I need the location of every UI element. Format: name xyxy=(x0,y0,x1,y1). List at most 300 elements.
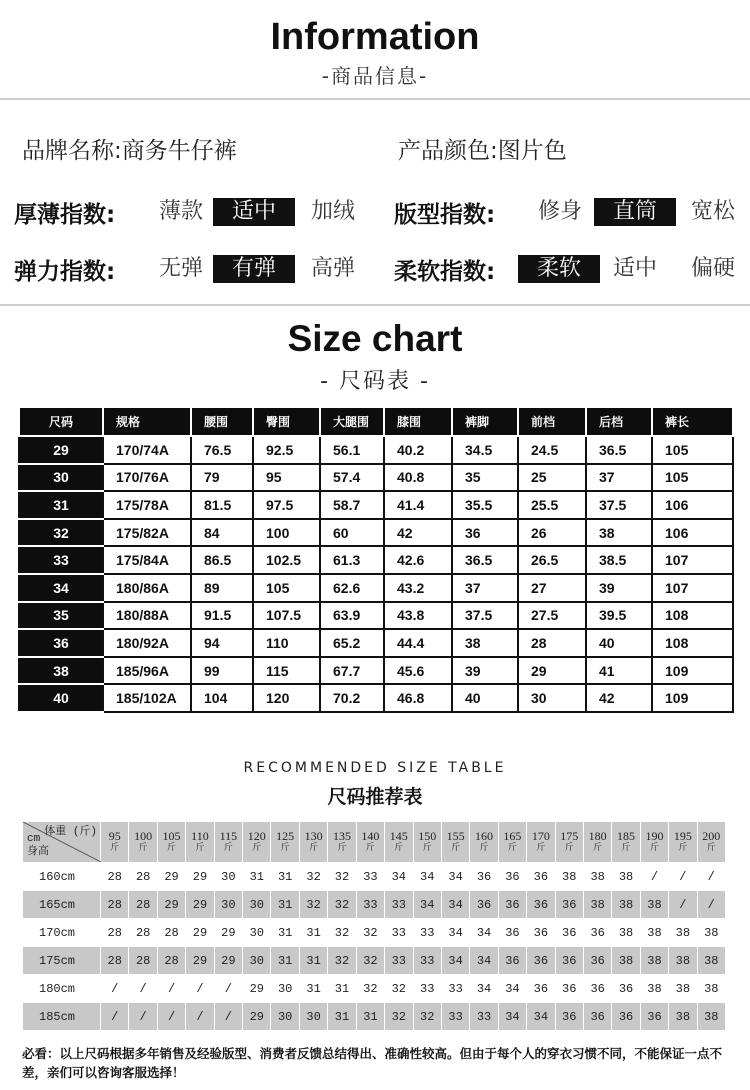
size-label-cell: 38 xyxy=(19,657,103,685)
recommended-size-cell: 36 xyxy=(612,1003,640,1031)
index-option: 修身 xyxy=(537,199,582,224)
product-color: 产品颜色:图片色 xyxy=(398,138,567,164)
index-option: 宽松 xyxy=(690,199,735,224)
index-option: 适中 xyxy=(612,256,657,281)
size-value-cell: 100 xyxy=(253,519,320,547)
recommended-size-cell: / xyxy=(669,891,697,919)
size-value-cell: 37.5 xyxy=(452,602,518,630)
recommended-size-cell: 29 xyxy=(186,891,214,919)
recommended-size-cell: 30 xyxy=(299,1003,327,1031)
recommended-size-cell: 28 xyxy=(129,947,157,975)
index-label: 弹力指数: xyxy=(14,259,116,285)
size-value-cell: 41 xyxy=(586,657,652,685)
weight-header-cell: 100 斤 xyxy=(129,822,157,863)
recommended-size-cell: 33 xyxy=(441,975,469,1003)
size-value-cell: 35 xyxy=(452,464,518,492)
weight-header-cell: 185 斤 xyxy=(612,822,640,863)
weight-header-cell: 180 斤 xyxy=(583,822,611,863)
size-value-cell: 108 xyxy=(652,629,733,657)
size-value-cell: 81.5 xyxy=(191,491,253,519)
recommended-size-cell: 29 xyxy=(243,1003,271,1031)
size-value-cell: 34.5 xyxy=(452,436,518,464)
recommended-size-cell: 31 xyxy=(271,947,299,975)
size-label-cell: 30 xyxy=(19,464,103,492)
recommended-size-cell: 38 xyxy=(640,947,668,975)
size-label-cell: 36 xyxy=(19,629,103,657)
recommended-size-cell: 38 xyxy=(612,863,640,891)
size-value-cell: 109 xyxy=(652,657,733,685)
size-value-cell: 106 xyxy=(652,519,733,547)
recommended-size-cell: 36 xyxy=(555,1003,583,1031)
size-value-cell: 40.2 xyxy=(384,436,452,464)
size-chart-table xyxy=(18,408,734,713)
size-value-cell: 105 xyxy=(253,574,320,602)
recommended-size-cell: 30 xyxy=(271,975,299,1003)
recommended-size-cell: 36 xyxy=(527,891,555,919)
recommended-size-cell: 30 xyxy=(243,919,271,947)
recommended-size-cell: 34 xyxy=(470,919,498,947)
recommended-size-cell: 34 xyxy=(441,919,469,947)
recommended-size-cell: 38 xyxy=(612,919,640,947)
weight-header-cell: 125 斤 xyxy=(271,822,299,863)
size-value-cell: 99 xyxy=(191,657,253,685)
recommended-size-cell: 36 xyxy=(498,947,526,975)
size-value-cell: 170/76A xyxy=(103,464,191,492)
size-value-cell: 41.4 xyxy=(384,491,452,519)
size-value-cell: 39 xyxy=(586,574,652,602)
info-top-divider xyxy=(0,98,750,100)
recommended-size-cell: 36 xyxy=(612,975,640,1003)
height-cell: 170cm xyxy=(23,919,101,947)
size-value-cell: 30 xyxy=(518,684,586,712)
table-row xyxy=(19,491,733,519)
recommended-size-cell: 38 xyxy=(612,891,640,919)
size-value-cell: 107 xyxy=(652,574,733,602)
size-value-cell: 110 xyxy=(253,629,320,657)
size-value-cell: 180/92A xyxy=(103,629,191,657)
table-row xyxy=(19,684,733,712)
size-value-cell: 120 xyxy=(253,684,320,712)
recommended-size-cell: 28 xyxy=(129,919,157,947)
recommended-size-cell: 38 xyxy=(612,947,640,975)
weight-header-cell: 115 斤 xyxy=(214,822,242,863)
weight-header-cell: 140 斤 xyxy=(356,822,384,863)
recommended-size-cell: 31 xyxy=(243,863,271,891)
recommended-size-cell: 31 xyxy=(271,891,299,919)
recommended-size-cell: 36 xyxy=(498,891,526,919)
weight-header-cell: 145 斤 xyxy=(385,822,413,863)
size-value-cell: 65.2 xyxy=(320,629,384,657)
recommended-size-cell: 31 xyxy=(299,947,327,975)
size-label-cell: 32 xyxy=(19,519,103,547)
recommended-size-cell: 36 xyxy=(498,919,526,947)
info-bottom-divider xyxy=(0,304,750,306)
recommended-size-cell: 29 xyxy=(157,891,185,919)
table-row xyxy=(19,574,733,602)
recommended-size-cell: 38 xyxy=(640,975,668,1003)
recommended-size-cell: 36 xyxy=(555,947,583,975)
index-option-selected: 有弹 xyxy=(213,255,295,283)
recommended-size-cell: 28 xyxy=(101,919,129,947)
recommended-size-cell: 32 xyxy=(328,863,356,891)
height-cell: 180cm xyxy=(23,975,101,1003)
recommended-size-cell: 29 xyxy=(243,975,271,1003)
height-cell: 160cm xyxy=(23,863,101,891)
recommended-size-cell: 36 xyxy=(555,919,583,947)
recommended-size-cell: 34 xyxy=(470,975,498,1003)
size-value-cell: 43.8 xyxy=(384,602,452,630)
recommended-size-cell: 34 xyxy=(441,947,469,975)
size-value-cell: 24.5 xyxy=(518,436,586,464)
size-value-cell: 36.5 xyxy=(586,436,652,464)
recommended-size-cell: / xyxy=(157,1003,185,1031)
recommended-size-cell: 34 xyxy=(441,863,469,891)
weight-header-cell: 165 斤 xyxy=(498,822,526,863)
recommended-size-cell: 33 xyxy=(385,891,413,919)
size-value-cell: 170/74A xyxy=(103,436,191,464)
size-value-cell: 45.6 xyxy=(384,657,452,685)
recommended-size-cell: 36 xyxy=(640,1003,668,1031)
table-row xyxy=(23,975,726,1003)
recommended-size-cell: 34 xyxy=(385,863,413,891)
size-value-cell: 175/84A xyxy=(103,546,191,574)
size-value-cell: 61.3 xyxy=(320,546,384,574)
recommended-size-cell: 29 xyxy=(186,863,214,891)
table-row xyxy=(19,546,733,574)
index-option: 薄款 xyxy=(158,199,203,224)
recommended-size-cell: 28 xyxy=(101,891,129,919)
recommended-size-cell: 32 xyxy=(385,975,413,1003)
size-value-cell: 25.5 xyxy=(518,491,586,519)
weight-header-cell: 200 斤 xyxy=(697,822,725,863)
size-value-cell: 180/88A xyxy=(103,602,191,630)
recommended-size-cell: 38 xyxy=(583,891,611,919)
size-value-cell: 89 xyxy=(191,574,253,602)
size-value-cell: 36.5 xyxy=(452,546,518,574)
recommended-size-cell: 32 xyxy=(299,863,327,891)
recommended-size-cell: 32 xyxy=(356,975,384,1003)
recommended-size-cell: 32 xyxy=(385,1003,413,1031)
size-value-cell: 63.9 xyxy=(320,602,384,630)
size-value-cell: 107.5 xyxy=(253,602,320,630)
table-row xyxy=(23,891,726,919)
size-chart-header: 腰围 xyxy=(191,408,253,436)
size-value-cell: 92.5 xyxy=(253,436,320,464)
weight-header-cell: 170 斤 xyxy=(527,822,555,863)
recommended-size-cell: 36 xyxy=(527,947,555,975)
recommended-size-cell: 36 xyxy=(527,863,555,891)
recommended-size-cell: 38 xyxy=(583,863,611,891)
recommended-size-cell: 28 xyxy=(129,863,157,891)
table-row xyxy=(23,1003,726,1031)
index-option: 高弹 xyxy=(310,256,355,281)
recommended-size-cell: 34 xyxy=(441,891,469,919)
recommended-size-cell: 36 xyxy=(498,863,526,891)
recommended-size-cell: 34 xyxy=(498,1003,526,1031)
weight-axis-label: 体重 (斤) xyxy=(44,826,98,838)
recommended-size-cell: 33 xyxy=(385,919,413,947)
size-value-cell: 102.5 xyxy=(253,546,320,574)
size-value-cell: 28 xyxy=(518,629,586,657)
size-value-cell: 106 xyxy=(652,491,733,519)
index-option-selected: 柔软 xyxy=(518,255,600,283)
weight-header-cell: 195 斤 xyxy=(669,822,697,863)
brand-name: 品牌名称:商务牛仔裤 xyxy=(22,138,237,164)
size-value-cell: 42.6 xyxy=(384,546,452,574)
recommended-size-cell: / xyxy=(186,1003,214,1031)
recommended-size-table xyxy=(22,821,726,1031)
recommended-size-cell: 34 xyxy=(413,863,441,891)
recommended-size-cell: 38 xyxy=(669,919,697,947)
recommended-size-cell: 36 xyxy=(583,1003,611,1031)
size-value-cell: 56.1 xyxy=(320,436,384,464)
size-value-cell: 37 xyxy=(586,464,652,492)
index-option: 偏硬 xyxy=(690,256,735,281)
information-title: Information xyxy=(270,16,480,58)
size-chart-subtitle: - 尺码表 - xyxy=(320,369,430,394)
size-value-cell: 70.2 xyxy=(320,684,384,712)
size-value-cell: 60 xyxy=(320,519,384,547)
recommended-size-cell: 31 xyxy=(299,919,327,947)
size-value-cell: 37.5 xyxy=(586,491,652,519)
recommended-size-cell: 31 xyxy=(328,975,356,1003)
recommended-size-cell: 36 xyxy=(583,947,611,975)
weight-header-cell: 150 斤 xyxy=(413,822,441,863)
weight-header-cell: 120 斤 xyxy=(243,822,271,863)
table-row xyxy=(19,519,733,547)
recommended-size-cell: 34 xyxy=(498,975,526,1003)
size-chart-header: 臀围 xyxy=(253,408,320,436)
recommended-size-cell: 36 xyxy=(470,891,498,919)
size-value-cell: 25 xyxy=(518,464,586,492)
size-value-cell: 40 xyxy=(586,629,652,657)
recommended-size-cell: 32 xyxy=(356,919,384,947)
recommended-size-cell: 33 xyxy=(470,1003,498,1031)
table-row xyxy=(19,464,733,492)
recommended-title: RECOMMENDED SIZE TABLE xyxy=(243,760,507,776)
size-value-cell: 107 xyxy=(652,546,733,574)
recommended-size-cell: 28 xyxy=(157,947,185,975)
table-row xyxy=(19,629,733,657)
recommended-size-cell: 32 xyxy=(328,919,356,947)
size-value-cell: 37 xyxy=(452,574,518,602)
recommended-size-cell: 33 xyxy=(385,947,413,975)
weight-header-cell: 175 斤 xyxy=(555,822,583,863)
recommended-size-cell: 31 xyxy=(271,919,299,947)
size-value-cell: 44.4 xyxy=(384,629,452,657)
recommended-size-cell: / xyxy=(157,975,185,1003)
recommended-size-cell: 31 xyxy=(328,1003,356,1031)
recommended-size-cell: 29 xyxy=(214,919,242,947)
weight-header-cell: 110 斤 xyxy=(186,822,214,863)
size-chart-header: 尺码 xyxy=(19,408,103,436)
recommended-size-cell: / xyxy=(697,891,725,919)
recommended-size-cell: 36 xyxy=(470,863,498,891)
recommended-size-cell: 31 xyxy=(271,863,299,891)
recommended-size-cell: 38 xyxy=(697,1003,725,1031)
size-value-cell: 42 xyxy=(586,684,652,712)
recommended-size-cell: 28 xyxy=(101,947,129,975)
recommended-size-cell: 38 xyxy=(555,863,583,891)
recommended-size-cell: / xyxy=(186,975,214,1003)
table-row xyxy=(23,919,726,947)
size-chart-header: 大腿围 xyxy=(320,408,384,436)
recommended-size-cell: 34 xyxy=(527,1003,555,1031)
height-cell: 185cm xyxy=(23,1003,101,1031)
size-value-cell: 29 xyxy=(518,657,586,685)
recommended-size-cell: 38 xyxy=(669,947,697,975)
recommended-size-cell: 36 xyxy=(583,975,611,1003)
size-label-cell: 34 xyxy=(19,574,103,602)
recommended-size-cell: / xyxy=(129,975,157,1003)
size-value-cell: 91.5 xyxy=(191,602,253,630)
size-value-cell: 40.8 xyxy=(384,464,452,492)
recommended-size-cell: 31 xyxy=(299,975,327,1003)
recommended-size-cell: 36 xyxy=(527,975,555,1003)
size-label-cell: 40 xyxy=(19,684,103,712)
size-value-cell: 86.5 xyxy=(191,546,253,574)
recommended-size-cell: 28 xyxy=(101,863,129,891)
recommended-size-cell: 31 xyxy=(356,1003,384,1031)
recommended-size-cell: 32 xyxy=(328,891,356,919)
recommended-size-cell: 38 xyxy=(697,975,725,1003)
size-value-cell: 185/96A xyxy=(103,657,191,685)
index-option: 无弹 xyxy=(158,256,203,281)
size-value-cell: 94 xyxy=(191,629,253,657)
index-option-selected: 直筒 xyxy=(594,198,676,226)
height-cell: 165cm xyxy=(23,891,101,919)
recommended-size-cell: 32 xyxy=(299,891,327,919)
recommended-size-cell: / xyxy=(214,975,242,1003)
size-value-cell: 38 xyxy=(452,629,518,657)
size-value-cell: 84 xyxy=(191,519,253,547)
size-label-cell: 31 xyxy=(19,491,103,519)
table-row xyxy=(19,602,733,630)
size-value-cell: 27.5 xyxy=(518,602,586,630)
recommended-size-cell: 29 xyxy=(157,863,185,891)
size-value-cell: 76.5 xyxy=(191,436,253,464)
recommended-size-cell: 30 xyxy=(214,863,242,891)
recommended-size-cell: 33 xyxy=(356,863,384,891)
recommended-size-cell: 34 xyxy=(413,891,441,919)
size-value-cell: 26.5 xyxy=(518,546,586,574)
size-value-cell: 105 xyxy=(652,436,733,464)
corner-cell xyxy=(23,822,101,863)
recommended-size-cell: / xyxy=(214,1003,242,1031)
size-value-cell: 38 xyxy=(586,519,652,547)
size-chart-header: 规格 xyxy=(103,408,191,436)
index-label: 柔软指数: xyxy=(394,259,496,285)
size-value-cell: 36 xyxy=(452,519,518,547)
recommended-size-cell: 30 xyxy=(243,891,271,919)
size-value-cell: 175/82A xyxy=(103,519,191,547)
size-value-cell: 104 xyxy=(191,684,253,712)
weight-header-cell: 130 斤 xyxy=(299,822,327,863)
weight-header-cell: 105 斤 xyxy=(157,822,185,863)
recommended-size-cell: 38 xyxy=(697,919,725,947)
size-label-cell: 29 xyxy=(19,436,103,464)
size-value-cell: 40 xyxy=(452,684,518,712)
size-value-cell: 39 xyxy=(452,657,518,685)
size-value-cell: 57.4 xyxy=(320,464,384,492)
size-note: 必看：以上尺码根据多年销售及经验版型、消费者反馈总结得出、准确性较高。但由于每个人的穿衣习惯不同，不能保证一点不差，亲们可以咨询客服选择！ xyxy=(22,1046,723,1080)
size-value-cell: 180/86A xyxy=(103,574,191,602)
table-row xyxy=(19,657,733,685)
weight-header-cell: 95 斤 xyxy=(101,822,129,863)
recommended-size-cell: 32 xyxy=(356,947,384,975)
weight-header-cell: 190 斤 xyxy=(640,822,668,863)
size-chart-title: Size chart xyxy=(287,318,463,359)
size-value-cell: 42 xyxy=(384,519,452,547)
recommended-size-cell: 34 xyxy=(470,947,498,975)
recommended-size-cell: 32 xyxy=(328,947,356,975)
recommended-size-cell: / xyxy=(101,1003,129,1031)
recommended-size-cell: 30 xyxy=(271,1003,299,1031)
size-chart-header: 裤脚 xyxy=(452,408,518,436)
size-value-cell: 39.5 xyxy=(586,602,652,630)
size-value-cell: 35.5 xyxy=(452,491,518,519)
size-chart-header: 裤长 xyxy=(652,408,733,436)
height-axis-label: cm 身高 xyxy=(27,833,49,858)
recommended-size-cell: 29 xyxy=(214,947,242,975)
table-row xyxy=(23,863,726,891)
index-label: 厚薄指数: xyxy=(14,202,116,228)
recommended-size-cell: / xyxy=(697,863,725,891)
recommended-size-cell: 36 xyxy=(583,919,611,947)
recommended-size-cell: / xyxy=(101,975,129,1003)
recommended-size-cell: 30 xyxy=(243,947,271,975)
recommended-size-cell: 33 xyxy=(413,947,441,975)
size-value-cell: 109 xyxy=(652,684,733,712)
size-chart-header: 膝围 xyxy=(384,408,452,436)
size-value-cell: 67.7 xyxy=(320,657,384,685)
recommended-size-cell: 33 xyxy=(413,919,441,947)
recommended-size-cell: / xyxy=(669,863,697,891)
size-value-cell: 115 xyxy=(253,657,320,685)
information-subtitle: -商品信息- xyxy=(321,64,429,88)
size-value-cell: 58.7 xyxy=(320,491,384,519)
weight-header-cell: 155 斤 xyxy=(441,822,469,863)
size-chart-header: 前档 xyxy=(518,408,586,436)
recommended-size-cell: 29 xyxy=(186,919,214,947)
recommended-size-cell: 36 xyxy=(527,919,555,947)
size-label-cell: 33 xyxy=(19,546,103,574)
recommended-size-cell: 38 xyxy=(697,947,725,975)
height-cell: 175cm xyxy=(23,947,101,975)
recommended-size-cell: 28 xyxy=(129,891,157,919)
recommended-size-cell: / xyxy=(640,863,668,891)
size-chart-header: 后档 xyxy=(586,408,652,436)
recommended-size-cell: / xyxy=(129,1003,157,1031)
recommended-size-cell: 36 xyxy=(555,891,583,919)
size-value-cell: 43.2 xyxy=(384,574,452,602)
weight-header-row xyxy=(23,822,726,863)
size-value-cell: 95 xyxy=(253,464,320,492)
recommended-size-cell: 32 xyxy=(413,1003,441,1031)
size-value-cell: 97.5 xyxy=(253,491,320,519)
recommended-size-cell: 36 xyxy=(555,975,583,1003)
recommended-size-cell: 30 xyxy=(214,891,242,919)
size-label-cell: 35 xyxy=(19,602,103,630)
size-value-cell: 175/78A xyxy=(103,491,191,519)
table-row xyxy=(23,947,726,975)
recommended-size-cell: 28 xyxy=(157,919,185,947)
index-option-selected: 适中 xyxy=(213,198,295,226)
top-bar xyxy=(0,0,750,6)
weight-header-cell: 135 斤 xyxy=(328,822,356,863)
size-value-cell: 46.8 xyxy=(384,684,452,712)
recommended-size-cell: 33 xyxy=(356,891,384,919)
